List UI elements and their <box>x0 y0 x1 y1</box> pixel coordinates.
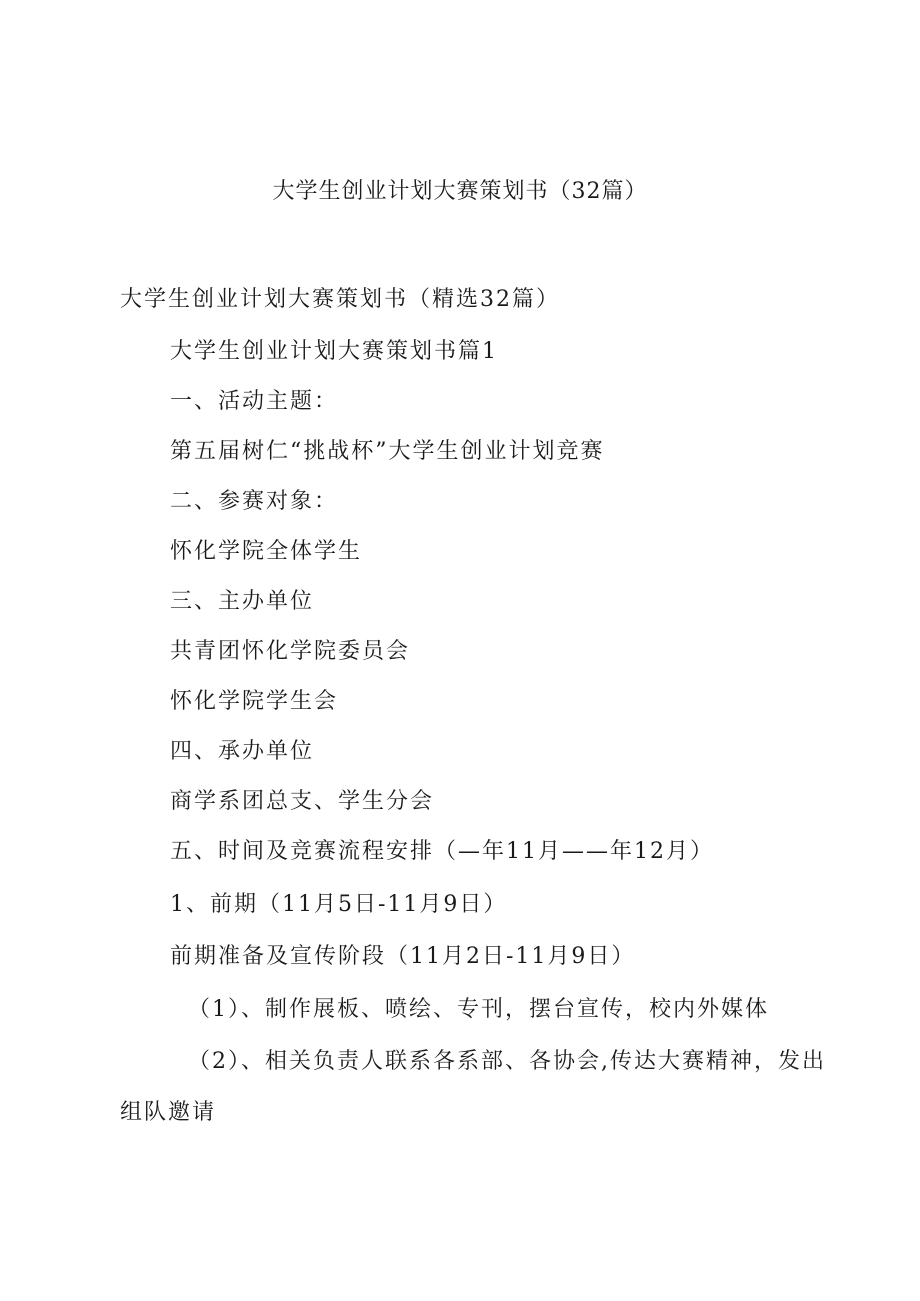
paragraph: 怀化学院全体学生 <box>170 539 363 564</box>
paragraph: 共青团怀化学院委员会 <box>170 639 411 664</box>
paragraph: 商学系团总支、学生分会 <box>170 789 435 814</box>
paragraph: 二、参赛对象： <box>170 489 339 514</box>
section-heading: 大学生创业计划大赛策划书篇1 <box>170 339 498 364</box>
paragraph: 组队邀请 <box>120 1100 217 1125</box>
paragraph: 前期准备及宣传阶段（11月2日-11月9日） <box>170 944 636 969</box>
document-title: 大学生创业计划大赛策划书（32篇） <box>272 179 648 204</box>
paragraph: （1）、制作展板、喷绘、专刊，摆台宣传，校内外媒体 <box>188 997 769 1022</box>
document-subtitle: 大学生创业计划大赛策划书（精选32篇） <box>120 287 560 312</box>
paragraph: （2）、相关负责人联系各系部、各协会,传达大赛精神，发出 <box>188 1049 826 1074</box>
paragraph: 三、主办单位 <box>170 589 315 614</box>
paragraph: 怀化学院学生会 <box>170 689 339 714</box>
paragraph: 一、活动主题： <box>170 389 339 414</box>
paragraph: 四、承办单位 <box>170 739 315 764</box>
paragraph: 第五届树仁“挑战杯”大学生创业计划竞赛 <box>170 439 605 464</box>
paragraph: 五、时间及竞赛流程安排（—年11月——年12月） <box>170 839 714 864</box>
paragraph: 1、前期（11月5日-11月9日） <box>170 892 508 917</box>
